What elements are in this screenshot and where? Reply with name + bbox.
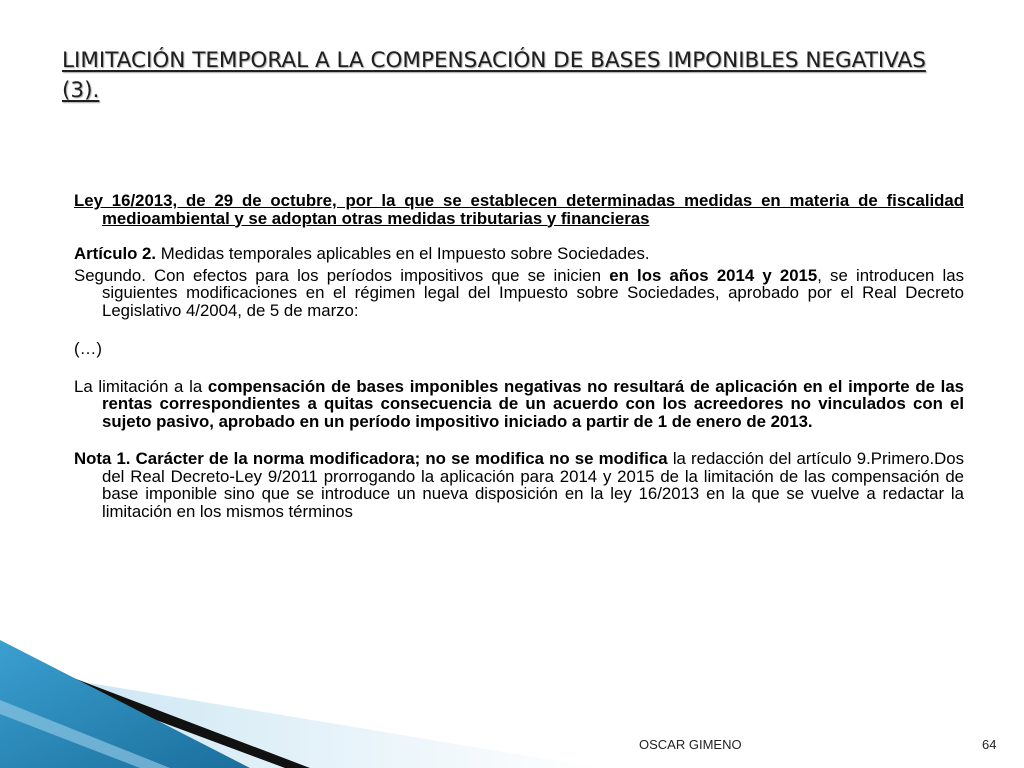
- segundo-text-b: , se introducen las siguientes modificaciones en el régimen legal del Impuesto sobre Sociedades, aprobado por el Real Decreto Legislativo 4/2004, de 5 de marzo:: [102, 265, 964, 320]
- slide-title: LIMITACIÓN TEMPORAL A LA COMPENSACIÓN DE BASES IMPONIBLES NEGATIVAS (3).: [62, 48, 926, 103]
- limitation-text-a: La limitación a la: [74, 376, 208, 396]
- law-heading: Ley 16/2013, de 29 de octubre, por la que se establecen determinadas medidas en materia de fiscalidad medioambiental y se adoptan otras medidas tributarias y financieras: [74, 191, 964, 228]
- article-label: Artículo 2.: [74, 244, 157, 263]
- nota-bold: Carácter de la norma modificadora; no se modifica no se modifica: [130, 449, 668, 468]
- article-text: Medidas temporales aplicables en el Impuesto sobre Sociedades.: [156, 244, 650, 263]
- nota-label: Nota 1.: [74, 449, 131, 468]
- segundo-paragraph: [74, 267, 964, 320]
- limitation-bold: compensación de bases imponibles negativas no resultará de aplicación en el importe de las rentas correspondientes a quitas consecuencia de un acuerdo con los acreedores no vinculados con el sujeto pasivo, aprobado en un período impositivo iniciado a partir de 1 de enero de 2013.: [102, 376, 964, 431]
- ellipsis-paragraph: (…): [74, 339, 102, 358]
- nota-text: la redacción del artículo 9.Primero.Dos del Real Decreto-Ley 9/2011 prorrogando la aplicación para 2014 y 2015 de la limitación de las compensación de base imponible sino que se introduce un nueva disposición en la ley 16/2013 en la que se vuelve a redactar la limitación en los mismos términos: [102, 449, 964, 521]
- segundo-text-a: Segundo. Con efectos para los períodos impositivos que se inicien: [74, 265, 610, 285]
- limitation-paragraph: [74, 378, 964, 431]
- segundo-years: en los años 2014 y 2015: [609, 265, 818, 285]
- page-number: 64: [982, 737, 997, 752]
- corner-decoration: [0, 640, 600, 768]
- nota-paragraph: [74, 450, 964, 520]
- slide-body: [74, 192, 964, 520]
- footer-author: OSCAR GIMENO: [639, 737, 742, 752]
- article-paragraph: [74, 245, 964, 263]
